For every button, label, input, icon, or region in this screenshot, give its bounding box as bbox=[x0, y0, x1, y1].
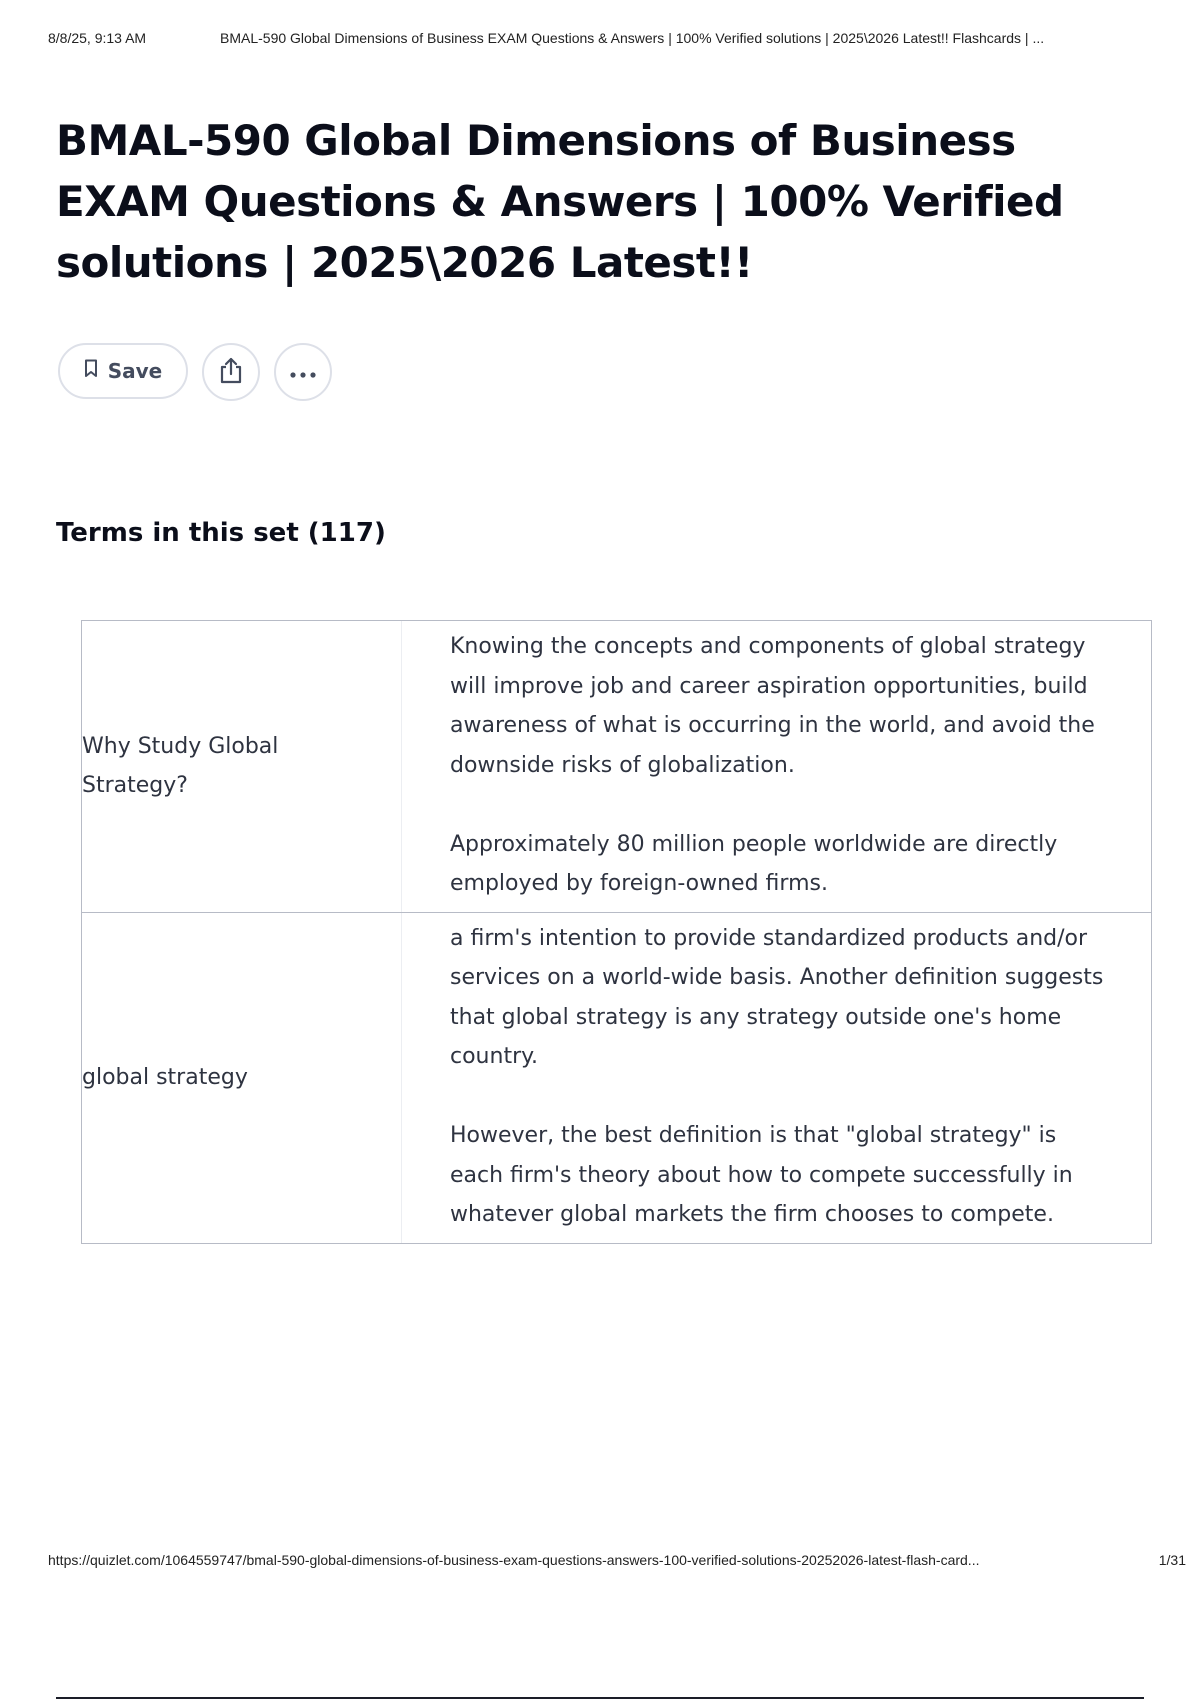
term-row bbox=[82, 621, 1151, 913]
divider bbox=[56, 1697, 1144, 1699]
terms-heading: Terms in this set (117) bbox=[56, 518, 386, 548]
save-button[interactable] bbox=[58, 343, 188, 399]
definition-paragraph: Knowing the concepts and components of global strategy will improve job and career aspiration opportunities, build awareness of what is occurring in the world, and avoid the downside risks of globalization. bbox=[450, 634, 1095, 778]
term-text: Why Study Global Strategy? bbox=[82, 621, 402, 912]
definition-paragraph: a firm's intention to provide standardized products and/or services on a world-wide basis. Another definition suggests that global strategy is any strategy outside one's home country. bbox=[450, 925, 1104, 1069]
print-url: https://quizlet.com/1064559747/bmal-590-global-dimensions-of-business-exam-questions-answers-100-verified-solutions-20252026-latest-flash-card... bbox=[48, 1552, 980, 1568]
definition-paragraph: Approximately 80 million people worldwide are directly employed by foreign-owned firms. bbox=[450, 831, 1058, 896]
print-footer bbox=[48, 1552, 1186, 1572]
term-row bbox=[82, 913, 1151, 1243]
print-date: 8/8/25, 9:13 AM bbox=[48, 30, 147, 46]
bookmark-icon bbox=[84, 359, 98, 383]
terms-table bbox=[81, 620, 1152, 1244]
print-page-title: BMAL-590 Global Dimensions of Business EXAM Questions & Answers | 100% Verified solutions | 2025\2026 Latest!! Flashcards | ... bbox=[220, 30, 1045, 46]
print-header bbox=[48, 30, 1170, 50]
page-number: 1/31 bbox=[1158, 1552, 1186, 1568]
share-icon bbox=[218, 356, 244, 388]
save-button-label: Save bbox=[107, 359, 163, 383]
share-button[interactable] bbox=[202, 343, 260, 401]
term-text: global strategy bbox=[82, 913, 402, 1243]
definition-paragraph: However, the best definition is that "global strategy" is each firm's theory about how to compete successfully in whatever global markets the firm chooses to compete. bbox=[450, 1123, 1073, 1227]
more-icon bbox=[290, 363, 316, 382]
more-options-button[interactable] bbox=[274, 343, 332, 401]
set-title: BMAL-590 Global Dimensions of Business EXAM Questions & Answers | 100% Verified solutions | 2025\2026 Latest!! bbox=[56, 116, 1064, 287]
definition-text bbox=[402, 621, 1151, 912]
definition-text bbox=[402, 913, 1151, 1243]
